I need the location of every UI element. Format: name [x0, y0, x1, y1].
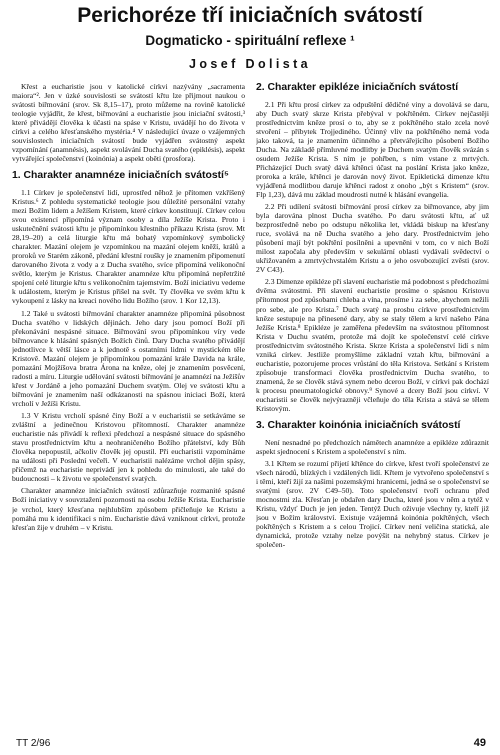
paragraph: Charakter anamnéze iniciačních svátostí zdůrazňuje rozmanité spásné Boží iniciativy v souvztažení pozornosti na osobu Ježíše Krista. Eucharistie je vrchol, který křesťana nejhlubším způsobem přičleňuje ke Kristu a pomáhá mu k identifikaci s ním. Eucharistie dává vzniknout církvi, protože křesťan žije v druhém – v Kristu. [12, 486, 245, 532]
article-title: Perichoréze tří iniciačních svátostí [77, 4, 423, 27]
section-heading: 1. Charakter anamnéze iniciačních svátostí⁵ [12, 170, 229, 182]
article-author: Josef Dolista [188, 57, 311, 71]
paragraph: Není nesnadné po předchozích námětech anamnéze a epikléze zdůraznit aspekt sjednocení s Kristem a společenství s ním. [256, 437, 489, 456]
paragraph: 2.1 Při křtu prosí církev za odpuštění dědičné viny a dovolává se daru, aby Duch svatý skrze Krista přebýval v pokřtěném. Církev nejčastěji prostřednictvím kněze prosí o to, aby se z pokřtěného stalo zcela nové stvoření – příbytek Trojjediného. Účinný vliv na pokřtěného nemá voda jako taková, ta je znamením účinného a přetvářejícího působení Božího Ducha. Na základě přímluvné modlitby je Duchem svatým člověk svázán s osudem Ježíše Krista. S ním je pohřben, s ním vstane z mrtvých. Přicházející Duch svatý dává křtěnci účast na poslání Krista jako kněze, proroka a krále, křtěnci je darován nový život. Epikletická dimenze křtu vyjádřená modlitbou daruje křtěnci radost z onoho „být s Kristem“ (srov. Flp 1,23), dává mu základ moudrosti nutné k hlásání evangelia. [256, 99, 489, 199]
paragraph: 1.1 Církev je společenství lidí, uprostřed něhož je přítomen vzkříšený Kristus.⁶ Z pohledu systematické teologie jsou důležité personální vztahy mezi Božím lidem a Ježíšem Kristem, které církev konstituují. Církev celou svou existencí připomíná význam osoby a díla Ježíše Krista. Proto i uskutečnění svátosti křtu je připomínkou křestního příkazu Krista (srov. Mt 28,19–20) a celá liturgie křtu má bohatý vzpomínkový symbolický charakter. Mazání olejem je vzpomínkou na mazání olejem kněží, králů a proroků ve Starém zákoně, předání křestní roušky je znamením připomenutí darovaného života z vody a z Ducha svatého, svíce připomíná velikonoční světlo, kterým je Kristus. Charakter anamnéze křtu připomíná nepřetržité spojení celé liturgie křtu s velikonočním tajemstvím. Boží iniciativu vedeme k událostem, kterým je Kristus přišel na svět. Ty člověka ve svém křtu k vykoupení z lásky na kreaci nového lidu Božího (srov. 1 Kor 12,13). [12, 187, 245, 306]
section-heading: 2. Charakter epikléze iniciačních svátostí [256, 82, 459, 93]
article-subtitle: Dogmaticko - spirituální reflexe ¹ [145, 33, 355, 48]
section-heading: 3. Charakter koinónia iniciačních svátostí [256, 420, 461, 432]
journal-issue: TT 2/96 [16, 738, 51, 749]
paragraph: 1.2 Také u svátosti biřmování charakter anamnéze připomíná působnost Ducha svatého v lidských dějinách. Jeho dary jsou pomocí Boží při překonávání nespásné situace. Biřmování svou připomínkou víry vede biřmovance k hlásání spásných Božích činů. Dary Ducha svatého přivádějí jednotlivce k větší lásce a k jednotě s ostatními lidmi v mystickém těle Kristově. Mazání olejem je připomínkou pomazání krále Davida na krále, pomazání Mojžíšova bratra Árona na kněze, olej je znamením posvěcení, radosti a míru. Liturgie udělování svátosti biřmování je anamnézí na Ježíšův křest v Jordáně a jeho pomazání Duchem svatým. Olej ve svátosti křtu a biřmování je znamením naší odkázanosti na spásnou iniciaci Boží, která vrcholí v Ježíši Kristu. [12, 308, 245, 408]
paragraph: 3.1 Křtem se rozumí přijetí křtěnce do církve, křest tvoří společenství ze všech národů, blízkých i vzdálených lidí. Křtem je vytvořeno společenství s i těmi, kteří žijí za našimi pozemskými hranicemi, jedná se o společenství se svatými (srov. 2V C49–50). Toto společenství tvoří ochranu před mocnostmi zla. Křesťan je obdařen dary Ducha, které jsou v něm a tytéž v Kristu, vždyť Duch je jen jeden. Tentýž Duch oživuje všechny ty, kteří již jsou v Božím království. Existuje vzájemná koinónia pokřtěných, všech pokřtěných s Kristem a s celou Trojicí. Církev není veličina statická, ale dynamická, protože vztahy nelze povýšit na nehybný status. Církev je společen- [256, 458, 489, 550]
page-number: 49 [473, 737, 486, 749]
right-column [256, 82, 489, 722]
paragraph: 2.2 Při udílení svátosti biřmování prosí církev za biřmovance, aby jim byla darována plnost Ducha svatého. Po daru svátosti křtu, ať už bezprostředně nebo po odstupu několika let, vkládá biskup na křesťany ruce, svolává na ně Ducha svatého a jeho dary. Prostřednictvím jeho působení mají být pokřtění posílněni a upevněni v tom, co v nich Boží milost započala aby především v sekulární oblasti vydávali svědectví o ukřižovaném a zmrtvýchvstalém Kristu a o jeho osvobozující zvěsti (srov. 2V C43). [256, 202, 489, 275]
left-column [12, 82, 245, 722]
paragraph: 1.3 V Kristu vrcholí spásné činy Boží a v eucharistii se setkáváme se zvláštní a jedinečnou Kristovou přítomností. Charakter anamnéze eucharistie nás přivádí k reflexi předchozí a nespásné situace do spásného stavu prostřednictvím křtu a neohraničeného Božího přátelství, kdy Bůh člověka nepopustil, ačkoliv člověk jej opustil. Při eucharistii vzpomínáme na události při Poslední večeři. V eucharistii nalézáme vrchol dějin spásy, přičemž na eucharistie neprivádí jen k pohledu do minulosti, ale také do budoucnosti – k životu ve společenství svatých. [12, 411, 245, 484]
paragraph: Křest a eucharistie jsou v katolické církvi nazývány „sacramenta maiora“². Jen v úzké souvislosti se svátostí křtu lze přijmout naukou o svátosti biřmování (srov. Sk 8,15–17), proto můžeme na rovině katolické teologie vyjádřit, že křest, biřmování a eucharistie jsou iniciační svátosti,³ které přivádějí člověka k účasti na spáse v Kristu, uvádějí ho do života v církvi a celého křesťanského mystéria.⁴ V následující úvaze o vzájemných souvislostech iniciačních svátostí bude vyjádřen svátostný aspekt vzpomínání (anamnésis), aspekt svolávání Ducha svatého (epiklésis), aspekt vytvářející společenství (koinónia) a aspekt oběti (prosfora). [12, 82, 245, 164]
paragraph: 2.3 Dimenze epikléze při slavení eucharistie má podobnost s předchozími dvěma svátostmi. Při slavení eucharistie prosíme o spásnou Kristovu přítomnost pod způsobami chleba a vína, prosíme i za sebe, abychom nežili pro sebe, ale pro Krista.⁷ Duch svatý na prosbu církve prostřednictvím kněze sestupuje na přinesené dary, aby se staly tělem a krví našeho Pána Ježíše Krista.⁸ Epikléze je zaměřena především na svátostnou přítomnost Krista v Duchu svatém, protože má dojít ke společenství celé církve prostřednictvím svátostného Krista. Skrze Krista a společenství lidí s ním vzniká církev. Jestliže promyšlíme základní vztah křtu, biřmování a eucharistie, pozorujeme proces vrůstání do těla Kristova. Setkání s Kristem způsobuje transformaci člověka prostřednictvím Ducha svatého, to znamená, že se člověk stává synem nebo dcerou Boží, v církvi pak dochází k procesu pneumatologické obnovy.⁹ Synové a dcery Boží jsou církví. V eucharistii se člověk nejvýrazněji včleňuje do těla Krista a stává se tělem Kristovým. [256, 277, 489, 414]
